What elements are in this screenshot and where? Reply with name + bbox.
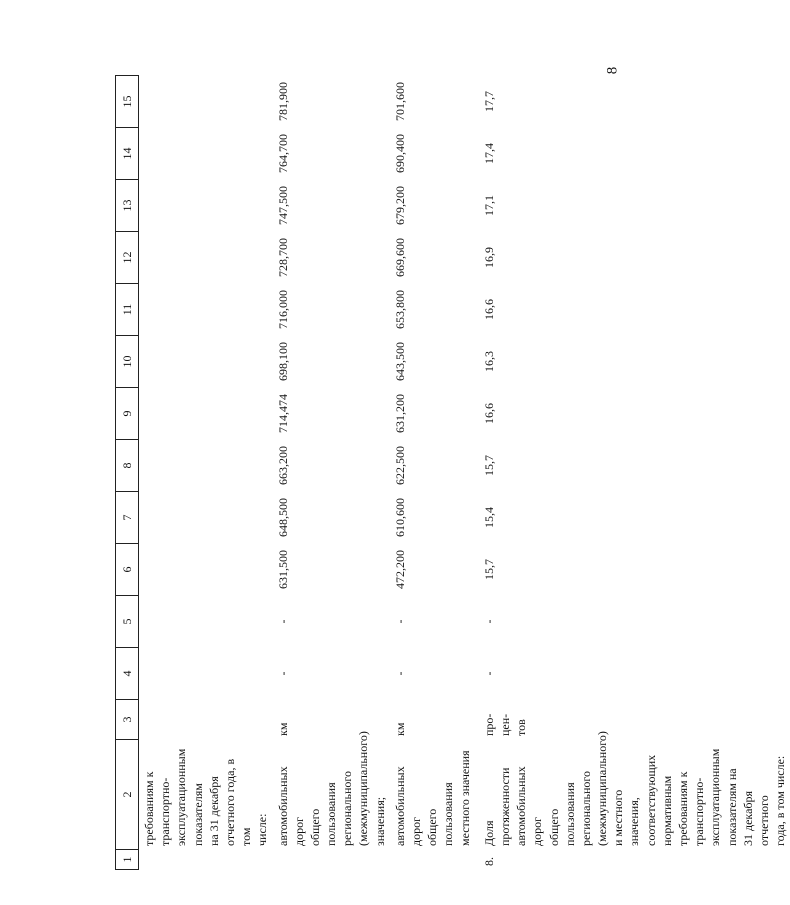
description-line: (межмуниципального) <box>595 731 610 846</box>
description-line: регионального <box>340 770 355 846</box>
column-number: 8 <box>116 440 139 492</box>
row-description <box>139 740 273 850</box>
column-number: 3 <box>116 700 139 740</box>
table-cell-value: 690,400 <box>392 134 407 173</box>
table-cell-value: 781,900 <box>275 82 290 121</box>
column-number: 6 <box>116 544 139 596</box>
row-description <box>273 731 390 850</box>
description-line: показателям <box>190 783 205 846</box>
table-cell-value <box>139 232 273 284</box>
column-number: 5 <box>116 596 139 648</box>
table-cell-value <box>139 596 273 648</box>
description-line: общего пользования <box>307 782 339 846</box>
table-cell-value <box>139 492 273 544</box>
column-number: 7 <box>116 492 139 544</box>
table-cell-value: - <box>392 619 407 624</box>
table-cell-value <box>139 544 273 596</box>
column-number: 4 <box>116 648 139 700</box>
column-number: 10 <box>116 336 139 388</box>
table-cell-value: 16,9 <box>481 247 496 268</box>
table-cell-value: 648,500 <box>275 498 290 537</box>
table-cell-value: 15,7 <box>481 455 496 476</box>
description-line: автомобильных дорог <box>514 766 545 846</box>
column-number: 11 <box>116 284 139 336</box>
description-line: отчетного года, в том <box>222 758 254 846</box>
table-cell-value: 16,3 <box>481 351 496 372</box>
description-line: общего пользования <box>546 782 577 846</box>
row-unit: про-цен-тов <box>481 713 529 736</box>
table-cell-value: 17,7 <box>481 91 496 112</box>
description-line: и местного значения, <box>611 789 642 846</box>
table-cell-value: - <box>481 619 496 624</box>
table-cell-value: 15,7 <box>481 559 496 580</box>
description-line: соответствующих <box>643 754 658 846</box>
row-unit: км <box>275 722 290 736</box>
description-line: автомобильных дорог <box>392 766 423 846</box>
description-line: эксплуатационным <box>174 748 189 846</box>
table-cell-value: 610,600 <box>392 498 407 537</box>
row-number: 8. <box>481 857 496 866</box>
description-line: эксплуатационным <box>708 748 723 846</box>
column-number: 12 <box>116 232 139 284</box>
description-line: общего пользования <box>425 782 456 846</box>
table-cell-value: - <box>275 619 290 624</box>
table-cell-value: 16,6 <box>481 299 496 320</box>
table-cell-value: - <box>481 671 496 676</box>
row-unit: км <box>392 722 407 736</box>
row-unit <box>139 700 273 740</box>
table-cell-value: 679,200 <box>392 186 407 225</box>
description-line: числе: <box>255 813 270 846</box>
table-cell-value <box>139 648 273 700</box>
table-row <box>475 76 790 870</box>
rotated-table-sheet <box>115 82 788 870</box>
table-cell-value: 17,1 <box>481 195 496 216</box>
table-row <box>139 76 273 870</box>
table-cell-value <box>139 180 273 232</box>
table-cell-value: 764,700 <box>275 134 290 173</box>
table-cell-value: 653,800 <box>392 290 407 329</box>
table-cell-value <box>139 388 273 440</box>
description-line: Доля протяженности <box>481 767 512 846</box>
description-line: нормативным <box>659 775 674 846</box>
table-cell-value <box>139 128 273 180</box>
description-line: требованиям к <box>676 771 690 846</box>
table-cell-value: 728,700 <box>275 238 290 277</box>
table-cell-value: 716,000 <box>275 290 290 329</box>
table-row <box>390 76 475 870</box>
description-line: транспортно- <box>158 777 173 846</box>
row-number <box>390 850 475 870</box>
table-cell-value <box>139 336 273 388</box>
column-number: 15 <box>116 76 139 128</box>
table-row <box>273 76 390 870</box>
description-line: автомобильных дорог <box>275 766 306 846</box>
column-number: 1 <box>116 850 139 870</box>
description-line: года, в том числе: <box>773 755 788 846</box>
table-cell-value: - <box>275 671 290 676</box>
column-number-row <box>116 76 139 870</box>
row-number <box>273 850 390 870</box>
row-description <box>390 740 475 850</box>
description-line: на 31 декабря <box>206 776 221 846</box>
table-cell-value: 643,500 <box>392 342 407 381</box>
table-cell-value: 17,4 <box>481 143 496 164</box>
row-number <box>139 850 273 870</box>
road-data-table <box>115 75 790 870</box>
table-cell-value: 472,200 <box>392 550 407 589</box>
table-cell-value: 669,600 <box>392 238 407 277</box>
table-body <box>139 76 790 870</box>
description-line: показателям на <box>724 768 739 846</box>
description-line: транспортно- <box>692 777 707 846</box>
description-line: местного значения <box>457 750 472 846</box>
column-number: 13 <box>116 180 139 232</box>
table-cell-value: 16,6 <box>481 403 496 424</box>
table-cell-value: 714,474 <box>275 394 290 433</box>
table-cell-value: 698,100 <box>275 342 290 381</box>
table-cell-value <box>139 440 273 492</box>
description-line: 31 декабря отчетного <box>740 790 771 846</box>
description-line: значения; <box>372 796 387 846</box>
table-cell-value: 663,200 <box>275 446 290 485</box>
table-cell-value: 622,500 <box>392 446 407 485</box>
table-cell-value: 701,600 <box>392 82 407 121</box>
table-cell-value <box>139 76 273 128</box>
column-number: 14 <box>116 128 139 180</box>
description-line: (межмуниципального) <box>356 731 371 846</box>
description-line: требованиям к <box>142 771 156 846</box>
table-cell-value: 631,200 <box>392 394 407 433</box>
row-description <box>475 731 790 850</box>
description-line: регионального <box>578 770 593 846</box>
table-cell-value: - <box>392 671 407 676</box>
table-cell-value <box>139 284 273 336</box>
table-cell-value: 15,4 <box>481 507 496 528</box>
table-cell-value: 631,500 <box>275 550 290 589</box>
table-cell-value: 747,500 <box>275 186 290 225</box>
column-number: 2 <box>116 740 139 850</box>
column-number: 9 <box>116 388 139 440</box>
page-number: 8 <box>603 66 620 75</box>
